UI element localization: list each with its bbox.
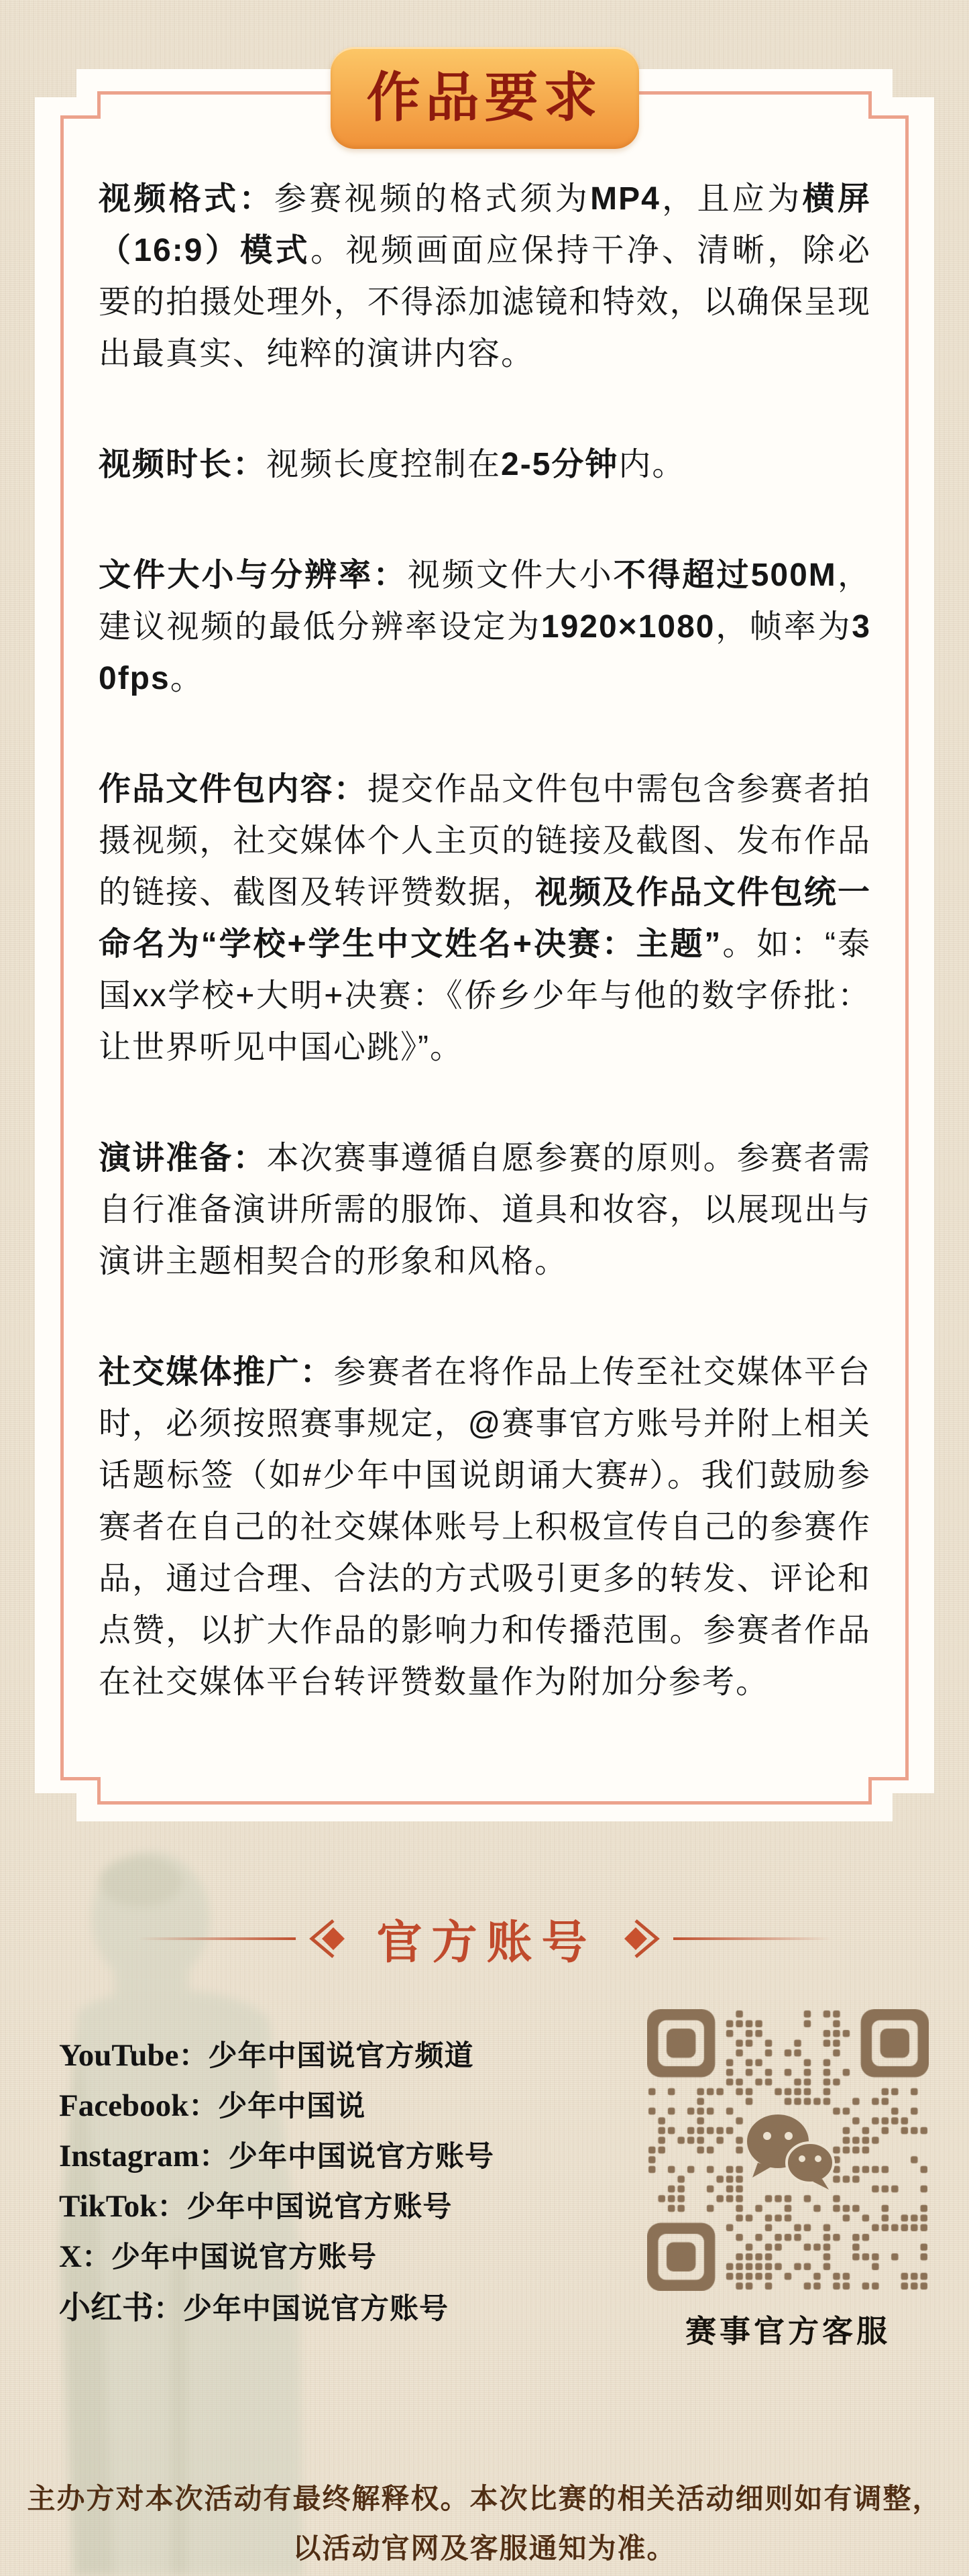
account-platform: X: [59, 2239, 82, 2274]
footer-line-2: 以活动官网及客服通知为准。: [292, 2532, 677, 2564]
footer-disclaimer: [0, 2474, 969, 2573]
account-row: [59, 2182, 494, 2233]
account-row: [59, 2132, 494, 2182]
account-separator: ：: [81, 2241, 111, 2273]
diamond-chevron-icon: [302, 1915, 351, 1963]
account-handle: 少年中国说官方账号: [111, 2241, 377, 2273]
account-platform: Facebook: [59, 2088, 189, 2123]
account-row: [59, 2233, 494, 2283]
account-separator: ：: [154, 2292, 183, 2325]
requirement-paragraph: 演讲准备：本次赛事遵循自愿参赛的原则。参赛者需自行准备演讲所需的服饰、道具和妆容，以展现出与演讲主题相契合的形象和风格。: [99, 1140, 871, 1279]
account-separator: ：: [198, 2140, 229, 2173]
footer-line-1: 主办方对本次活动有最终解释权。本次比赛的相关活动细则如有调整，: [27, 2483, 942, 2514]
requirement-paragraph: 作品文件包内容：提交作品文件包中需包含参赛者拍摄视频，社交媒体个人主页的链接及截图、发布作品的链接、截图及转评赞数据，视频及作品文件包统一命名为“学校+学生中文姓名+决赛：主题”。如：“泰国xx学校+大明+决赛：《侨乡少年与他的数字侨批：让世界听见中国心跳》”。: [99, 771, 871, 1065]
account-platform: YouTube: [59, 2038, 179, 2073]
qr-code: [647, 2009, 929, 2291]
diamond-chevron-icon: [618, 1915, 667, 1963]
account-handle: 少年中国说官方账号: [183, 2293, 449, 2325]
section-badge-label: 作品要求: [366, 68, 603, 127]
qr-block: [646, 2009, 930, 2351]
ornament-rule-left: [138, 1937, 296, 1940]
requirement-paragraph: 视频格式：参赛视频的格式须为MP4，且应为横屏（16:9）模式。视频画面应保持干净、清晰，除必要的拍摄处理外，不得添加滤镜和特效，以确保呈现出最真实、纯粹的演讲内容。: [99, 181, 871, 372]
requirements-content: [99, 173, 871, 1767]
account-row: [59, 2082, 494, 2132]
qr-caption: 赛事官方客服: [685, 2314, 891, 2349]
requirement-paragraph: 视频时长：视频长度控制在2-5分钟内。: [99, 447, 686, 482]
account-platform: Instagram: [59, 2139, 199, 2174]
requirements-panel: [35, 69, 934, 1821]
ornament-rule-right: [673, 1937, 831, 1940]
section-badge: [331, 47, 639, 149]
account-handle: 少年中国说官方账号: [186, 2191, 453, 2223]
requirement-paragraph: 文件大小与分辨率：视频文件大小不得超过500M，建议视频的最低分辨率设定为1920×1080，帧率为30fps。: [99, 557, 871, 696]
wechat-icon: [738, 2106, 838, 2194]
social-accounts-list: [59, 2031, 494, 2333]
account-handle: 少年中国说官方频道: [208, 2040, 474, 2072]
accounts-header: [0, 1912, 969, 1966]
accounts-title: 官方账号: [376, 1917, 597, 1968]
requirement-paragraph: 社交媒体推广：参赛者在将作品上传至社交媒体平台时，必须按照赛事规定，@赛事官方账号并附上相关话题标签（如#少年中国说朗诵大赛#）。我们鼓励参赛者在自己的社交媒体账号上积极宣传自己的参赛作品，通过合理、合法的方式吸引更多的转发、评论和点赞，以扩大作品的影响力和传播范围。参赛者作品在社交媒体平台转评赞数量作为附加分参考。: [99, 1354, 871, 1700]
account-handle: 少年中国说: [218, 2090, 366, 2123]
account-row: [59, 2031, 494, 2082]
account-platform: 小红书: [59, 2291, 154, 2326]
account-separator: ：: [188, 2090, 219, 2123]
account-separator: ：: [157, 2190, 187, 2223]
account-separator: ：: [178, 2039, 209, 2072]
account-handle: 少年中国说官方账号: [228, 2141, 494, 2173]
account-row: [59, 2283, 494, 2333]
account-platform: TikTok: [59, 2189, 158, 2224]
